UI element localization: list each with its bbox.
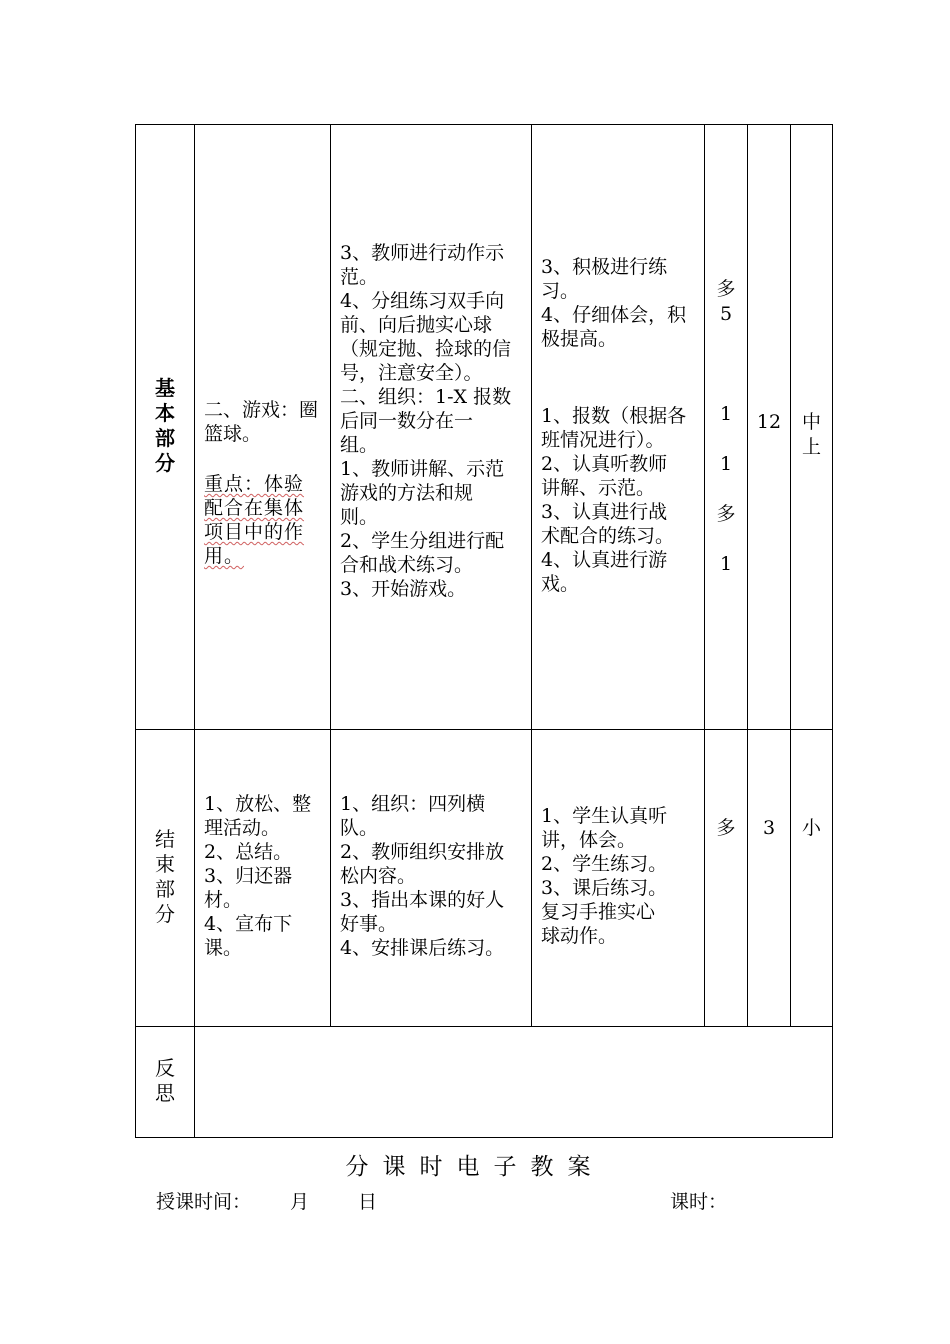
basic-student-game-text: 1、报数（根据各 班情况进行）。 2、认真听教师 讲解、示范。 3、认真进行战 术配合的练习。 4、认真进行游 戏。 bbox=[541, 405, 687, 595]
ending-student-text: 1、学生认真听 讲，体会。 2、学生练习。 3、课后练习。 复习手推实心 球动作。 bbox=[541, 805, 668, 947]
basic-teacher-text: 3、教师进行动作示 范。 4、分组练习双手向 前、向后抛实心球 （规定抛、捡球的信 号，注意安全）。 二、组织：1-X 报数 后同一数分在一 组。 1、教师讲解、示范 游戏的方法和规 则。 2、学生分组进行配 合和战术练习。 3、开始游戏。 bbox=[340, 242, 512, 600]
reflection-label: 反 思 bbox=[155, 1056, 175, 1105]
basic-intensity: 中 上 bbox=[801, 411, 821, 458]
basic-time: 12 bbox=[756, 411, 782, 433]
ending-intensity-cell bbox=[790, 729, 833, 1027]
reflection-content-cell bbox=[194, 1026, 833, 1138]
ending-count-cell bbox=[704, 729, 748, 1027]
ending-time: 3 bbox=[762, 817, 776, 839]
basic-part-label: 基 本 部 分 bbox=[155, 376, 175, 475]
ending-content-text: 1、放松、整 理活动。 2、总结。 3、归还器 材。 4、宣布下 课。 bbox=[204, 793, 312, 959]
ending-time-cell bbox=[747, 729, 791, 1027]
basic-key-point-text: 重点：体验 配合在集体 项目中的作 用。 bbox=[204, 473, 305, 567]
ending-part-label: 结 束 部 分 bbox=[155, 827, 175, 926]
ending-count: 多 bbox=[716, 817, 736, 839]
page-title: 分课时电子教案 bbox=[345, 1154, 605, 1180]
day-label: 日 bbox=[358, 1191, 378, 1213]
month-label: 月 bbox=[290, 1191, 310, 1213]
basic-count-bottom: 1 1 多 1 bbox=[716, 403, 736, 575]
ending-teacher-text: 1、组织：四列横 队。 2、教师组织安排放 松内容。 3、指出本课的好人 好事。 4、安排课后练习。 bbox=[340, 793, 505, 959]
basic-count-top: 多 5 bbox=[716, 278, 736, 325]
period-label: 课时： bbox=[670, 1191, 728, 1213]
basic-game-text: 二、游戏：圈 篮球。 bbox=[204, 399, 319, 445]
basic-student-practice-text: 3、积极进行练 习。 4、仔细体会，积 极提高。 bbox=[541, 256, 687, 350]
ending-intensity: 小 bbox=[801, 817, 821, 839]
date-label: 授课时间： bbox=[156, 1191, 252, 1213]
